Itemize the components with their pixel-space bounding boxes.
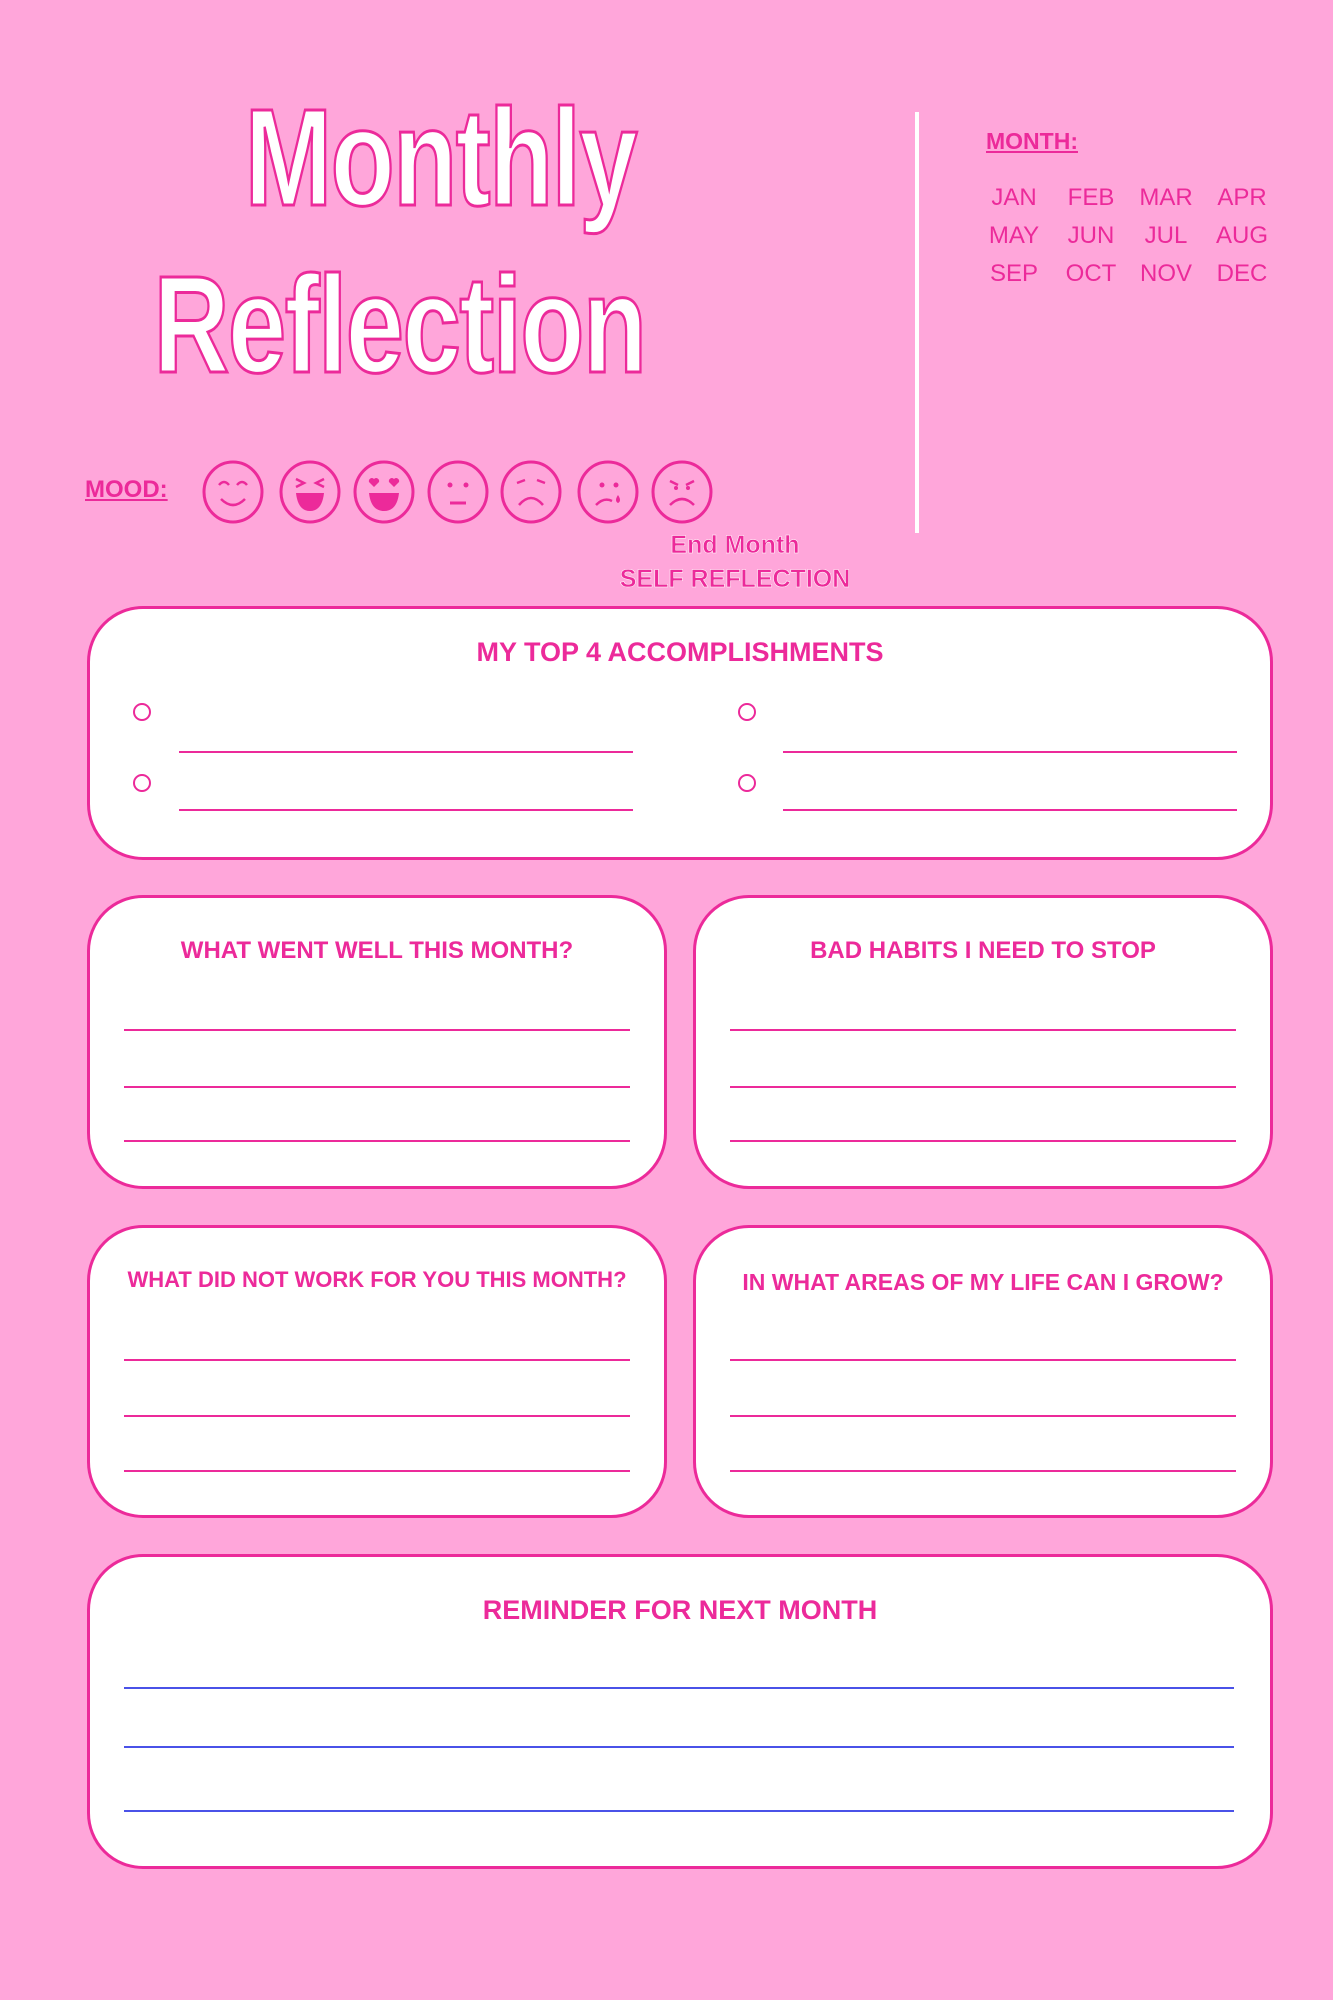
- write-line[interactable]: [730, 1086, 1236, 1088]
- month-option-feb[interactable]: FEB: [1067, 184, 1115, 211]
- went-well-box: [87, 895, 667, 1189]
- did-not-work-title: WHAT DID NOT WORK FOR YOU THIS MONTH?: [127, 1267, 627, 1292]
- month-option-aug[interactable]: AUG: [1215, 222, 1268, 249]
- neutral-face-icon[interactable]: [426, 459, 490, 525]
- write-line[interactable]: [124, 1746, 1234, 1748]
- month-option-oct[interactable]: OCT: [1065, 260, 1117, 287]
- title-reflection: [0, 248, 840, 402]
- write-line[interactable]: [124, 1470, 630, 1472]
- month-option-may[interactable]: MAY: [988, 222, 1040, 249]
- month-option-mar[interactable]: MAR: [1139, 184, 1193, 211]
- month-option-dec[interactable]: DEC: [1216, 260, 1268, 287]
- write-line[interactable]: [730, 1140, 1236, 1142]
- accomplishments-box: [87, 606, 1273, 860]
- month-option-nov[interactable]: NOV: [1139, 260, 1192, 287]
- write-line[interactable]: [179, 751, 633, 753]
- subtitle-end-month: End Month: [670, 531, 800, 559]
- month-option-apr[interactable]: APR: [1217, 184, 1267, 211]
- write-line[interactable]: [124, 1810, 1234, 1812]
- subtitle-self-reflection: SELF REFLECTION: [619, 565, 851, 593]
- bad-habits-box: [693, 895, 1273, 1189]
- write-line[interactable]: [730, 1359, 1236, 1361]
- bullet-circle[interactable]: [133, 774, 151, 792]
- write-line[interactable]: [730, 1470, 1236, 1472]
- write-line[interactable]: [124, 1029, 630, 1031]
- bullet-circle[interactable]: [133, 703, 151, 721]
- crying-face-icon[interactable]: [576, 459, 640, 525]
- title-monthly: [0, 81, 880, 235]
- write-line[interactable]: [730, 1029, 1236, 1031]
- write-line[interactable]: [124, 1359, 630, 1361]
- did-not-work-box: [87, 1225, 667, 1518]
- reminder-box: [87, 1554, 1273, 1869]
- write-line[interactable]: [783, 751, 1237, 753]
- bullet-circle[interactable]: [738, 703, 756, 721]
- title-line1: Monthly: [244, 81, 636, 235]
- reminder-title: REMINDER FOR NEXT MONTH: [482, 1595, 878, 1625]
- divider: [915, 112, 919, 533]
- month-option-jul[interactable]: JUL: [1144, 222, 1188, 249]
- month-option-jan[interactable]: JAN: [991, 184, 1037, 211]
- month-label: MONTH:: [986, 128, 1078, 154]
- write-line[interactable]: [730, 1415, 1236, 1417]
- laughing-face-icon[interactable]: [278, 459, 342, 525]
- happy-face-icon[interactable]: [201, 459, 265, 525]
- month-option-jun[interactable]: JUN: [1067, 222, 1115, 249]
- write-line[interactable]: [124, 1140, 630, 1142]
- heart-eyes-face-icon[interactable]: [352, 459, 416, 525]
- bad-habits-title: BAD HABITS I NEED TO STOP: [810, 937, 1156, 964]
- angry-face-icon[interactable]: [650, 459, 714, 525]
- write-line[interactable]: [124, 1687, 1234, 1689]
- write-line[interactable]: [124, 1415, 630, 1417]
- write-line[interactable]: [179, 809, 633, 811]
- bullet-circle[interactable]: [738, 774, 756, 792]
- write-line[interactable]: [124, 1086, 630, 1088]
- mood-label: MOOD:: [85, 476, 168, 503]
- sad-face-icon[interactable]: [499, 459, 563, 525]
- title-line2: Reflection: [154, 248, 646, 402]
- write-line[interactable]: [783, 809, 1237, 811]
- grow-title: IN WHAT AREAS OF MY LIFE CAN I GROW?: [742, 1269, 1224, 1295]
- accomplishments-title: MY TOP 4 ACCOMPLISHMENTS: [476, 637, 884, 667]
- month-option-sep[interactable]: SEP: [989, 260, 1039, 287]
- grow-box: [693, 1225, 1273, 1518]
- went-well-title: WHAT WENT WELL THIS MONTH?: [180, 937, 574, 964]
